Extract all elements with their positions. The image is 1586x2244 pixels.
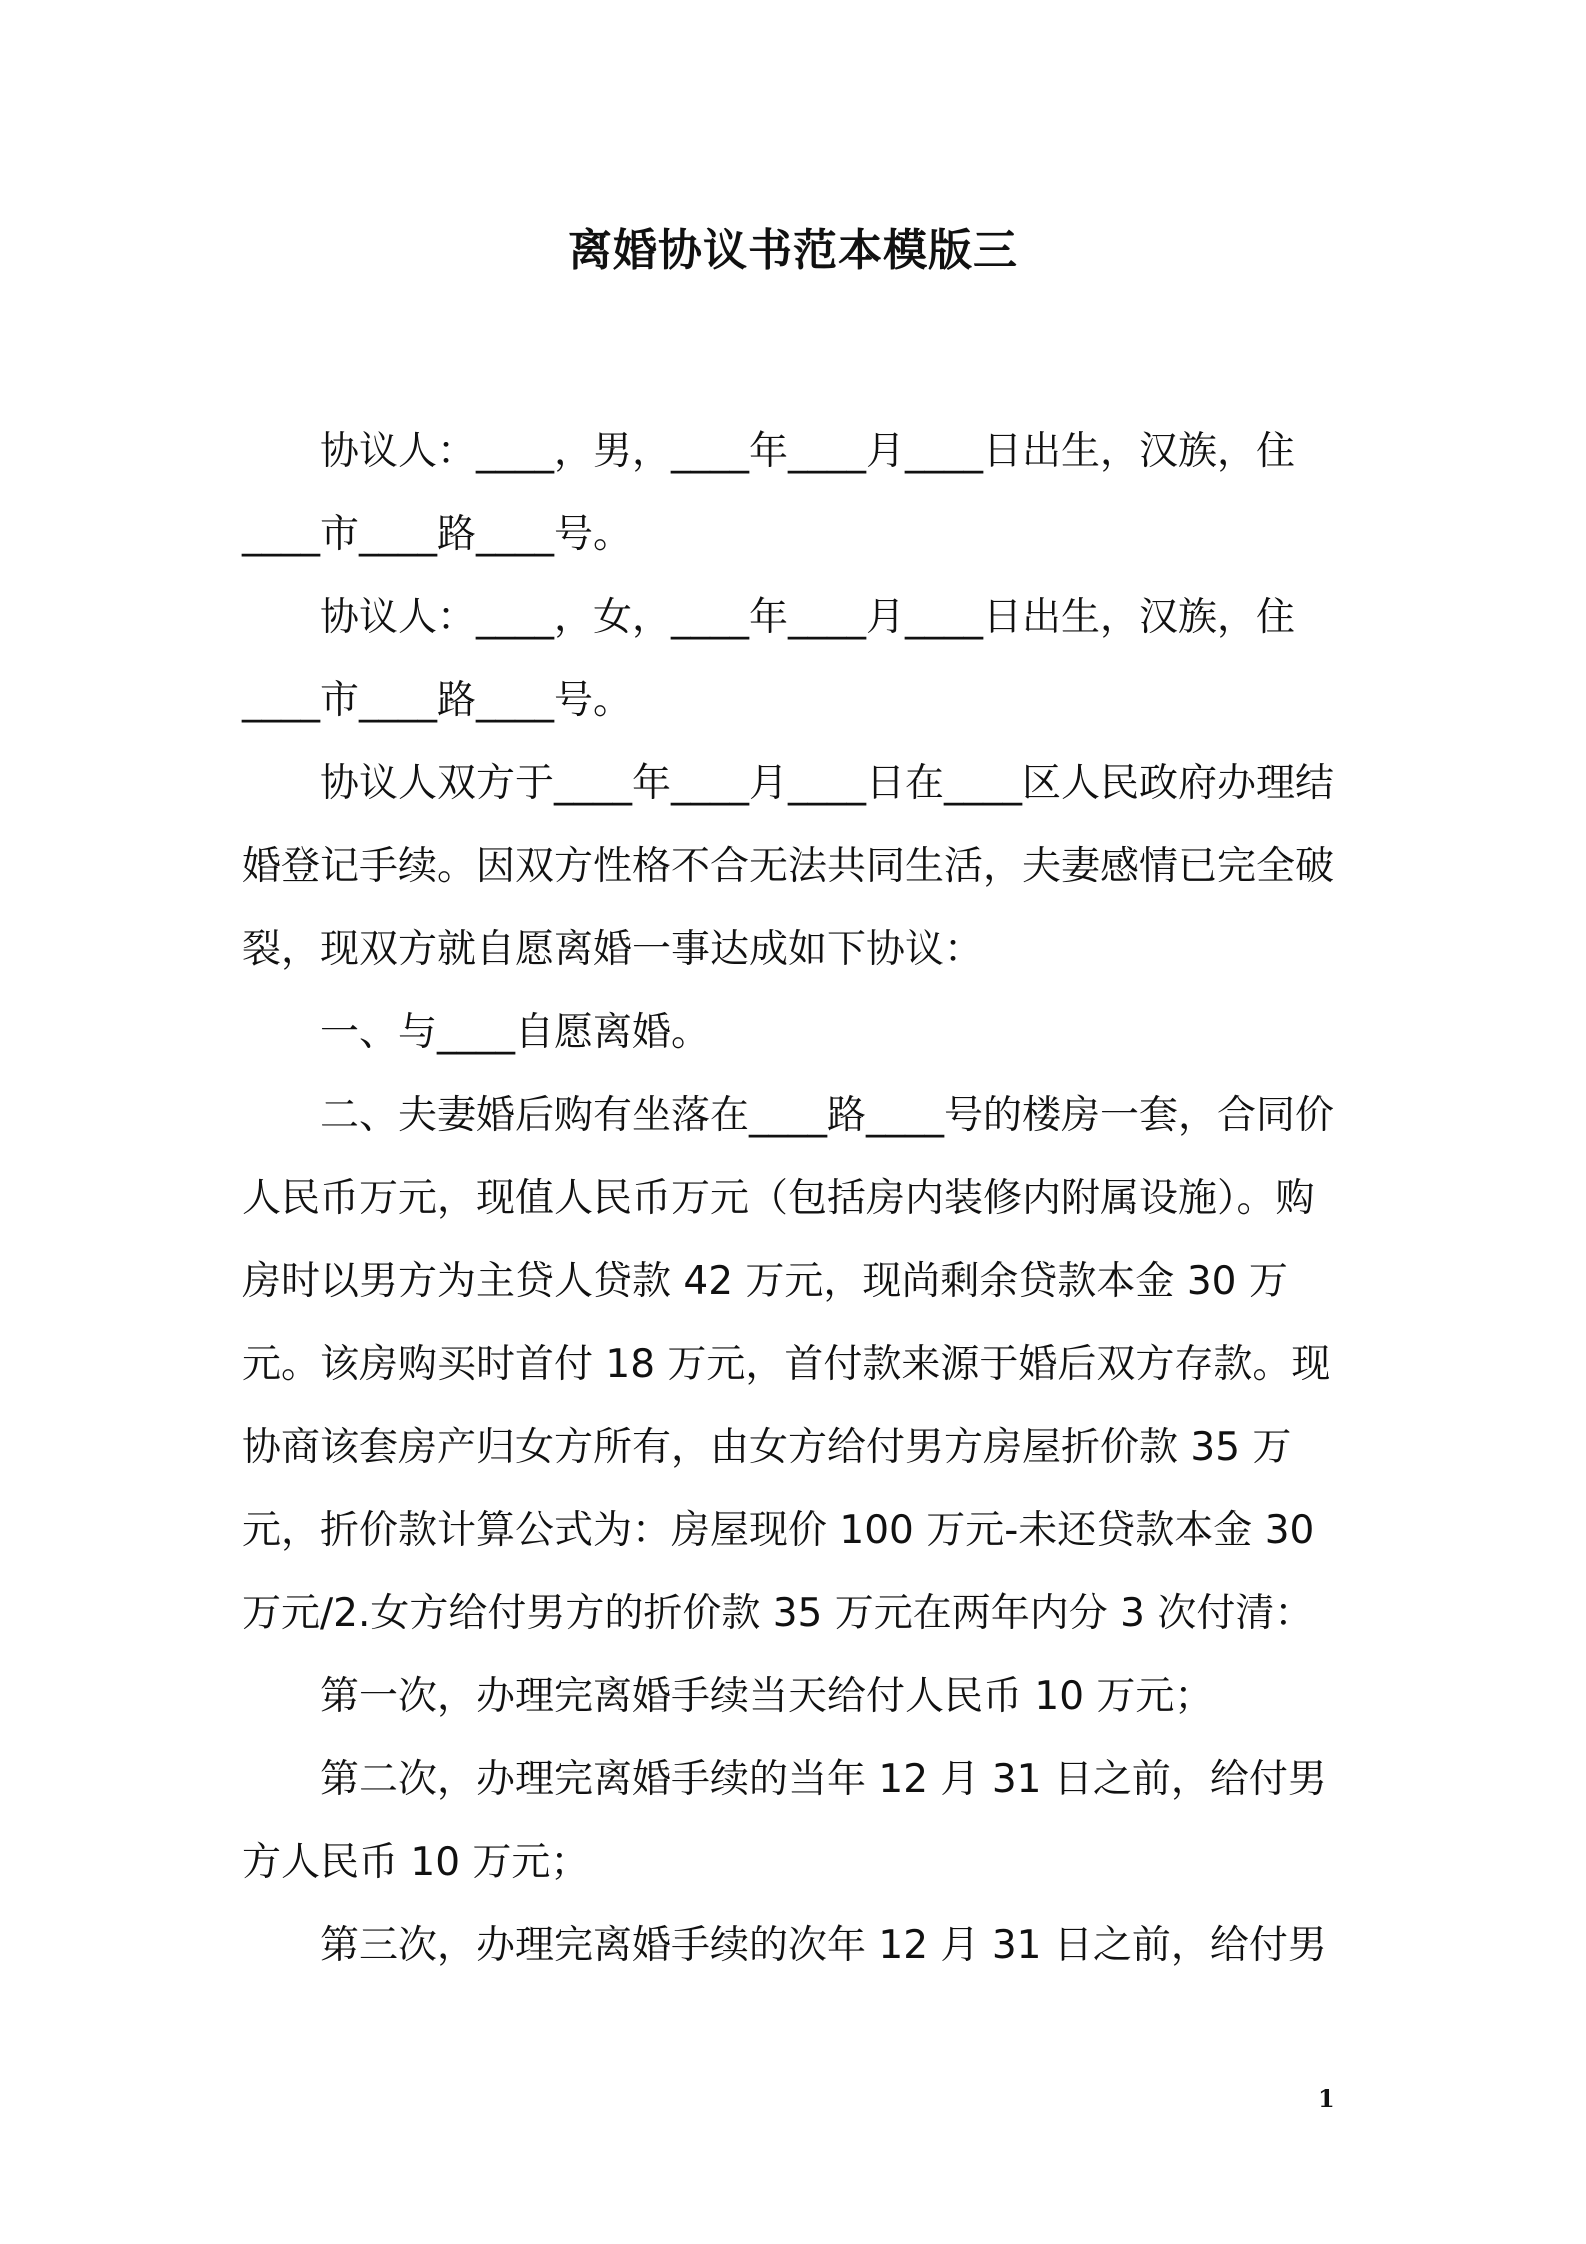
paragraph-clause-two: 二、夫妻婚后购有坐落在____路____号的楼房一套，合同价人民币万元，现值人民币万元（包括房内装修内附属设施）。购房时以男方为主贷人贷款 42 万元，现尚剩余贷款本金 30 万元。该房购买时首付 18 万元，首付款来源于婚后双方存款。现协商该套房产归女方所有，由女方给付男方房屋折价款 35 万元，折价款计算公式为：房屋现价 100 万元-未还贷款本金 30 万元/2.女方给付男方的折价款 35 万元在两年内分 3 次付清：: [242, 1093, 1335, 1636]
paragraph-party-female: 协议人：____，女，____年____月____日出生，汉族，住____市____路____号。: [242, 595, 1296, 723]
paragraph-party-male: 协议人：____，男，____年____月____日出生，汉族，住____市____路____号。: [242, 429, 1296, 557]
document-title: 离婚协议书范本模版三: [568, 225, 1018, 276]
paragraph-marriage-registration: 协议人双方于____年____月____日在____区人民政府办理结婚登记手续。因双方性格不合无法共同生活，夫妻感情已完全破裂，现双方就自愿离婚一事达成如下协议：: [242, 761, 1335, 972]
paragraph-payment-third: 第三次，办理完离婚手续的次年 12 月 31 日之前，给付男: [320, 1923, 1327, 1968]
page-number: 1: [1318, 2084, 1335, 2113]
paragraph-payment-second: 第二次，办理完离婚手续的当年 12 月 31 日之前，给付男方人民币 10 万元；: [242, 1757, 1327, 1885]
paragraph-clause-one: 一、与____自愿离婚。: [320, 1010, 711, 1055]
document-body: [242, 410, 1352, 1987]
paragraph-payment-first: 第一次，办理完离婚手续当天给付人民币 10 万元；: [320, 1674, 1214, 1719]
